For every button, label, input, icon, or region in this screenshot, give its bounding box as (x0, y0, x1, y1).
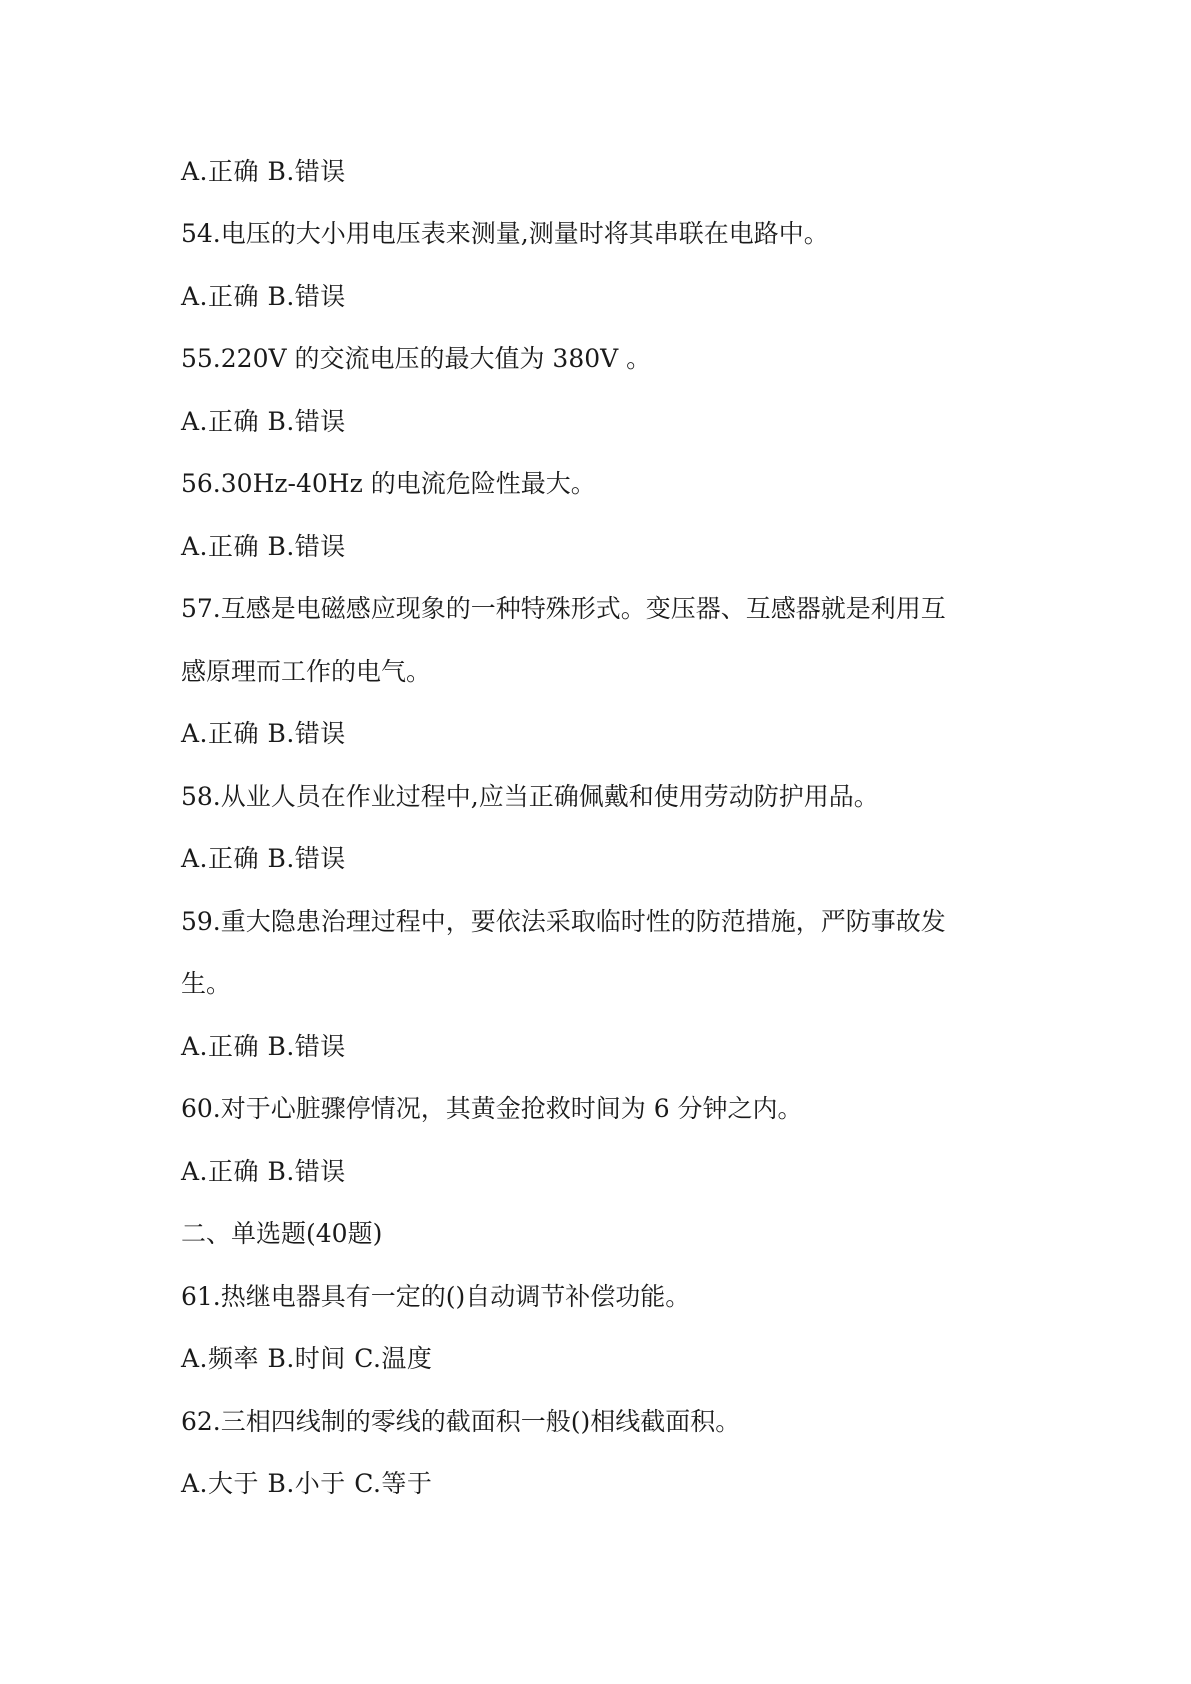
answer-options: A.正确 B.错误 (181, 157, 346, 186)
question-54: 54.电压的大小用电压表来测量,测量时将其串联在电路中。 (181, 219, 829, 248)
question-58: 58.从业人员在作业过程中,应当正确佩戴和使用劳动防护用品。 (181, 782, 879, 811)
answer-options: A.正确 B.错误 (181, 282, 346, 311)
question-57: 57.互感是电磁感应现象的一种特殊形式。变压器、互感器就是利用互 (181, 594, 946, 623)
question-60: 60.对于心脏骤停情况，其黄金抢救时间为 6 分钟之内。 (181, 1094, 803, 1123)
answer-options: A.正确 B.错误 (181, 844, 346, 873)
question-59: 59.重大隐患治理过程中，要依法采取临时性的防范措施，严防事故发 (181, 907, 946, 936)
question-56: 56.30Hz-40Hz 的电流危险性最大。 (181, 469, 596, 498)
question-55: 55.220V 的交流电压的最大值为 380V 。 (181, 344, 652, 373)
question-61: 61.热继电器具有一定的()自动调节补偿功能。 (181, 1282, 691, 1311)
answer-options: A.正确 B.错误 (181, 407, 346, 436)
question-59-continued: 生。 (181, 969, 232, 998)
answer-options: A.正确 B.错误 (181, 719, 346, 748)
answer-options: A.正确 B.错误 (181, 532, 346, 561)
section-heading: 二、单选题(40题) (181, 1219, 383, 1248)
question-62: 62.三相四线制的零线的截面积一般()相线截面积。 (181, 1407, 741, 1436)
answer-options: A.频率 B.时间 C.温度 (181, 1344, 433, 1373)
answer-options: A.正确 B.错误 (181, 1157, 346, 1186)
question-57-continued: 感原理而工作的电气。 (181, 657, 432, 686)
answer-options: A.正确 B.错误 (181, 1032, 346, 1061)
answer-options: A.大于 B.小于 C.等于 (181, 1469, 433, 1498)
